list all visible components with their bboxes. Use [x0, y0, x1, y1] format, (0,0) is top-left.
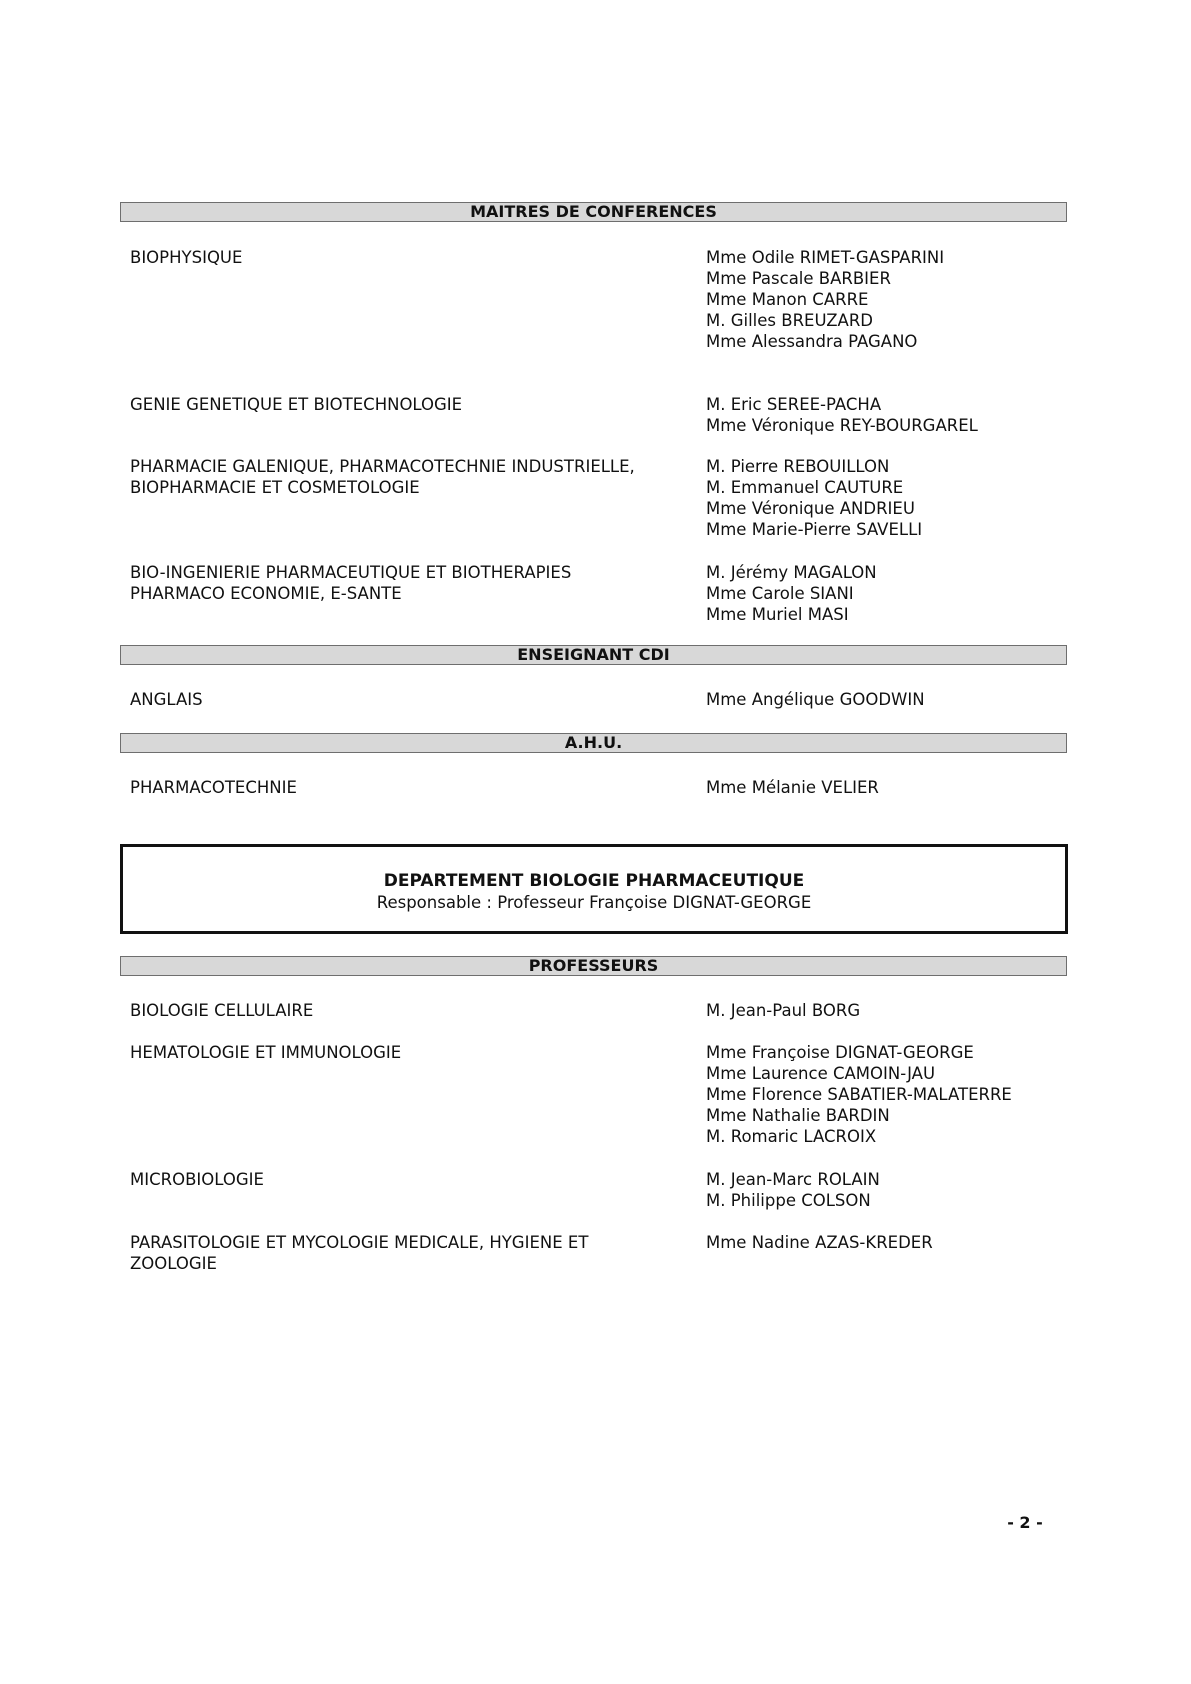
staff-name: Mme Odile RIMET-GASPARINI [706, 248, 945, 267]
page-number: - 2 - [1007, 1513, 1043, 1532]
department-title: DEPARTEMENT BIOLOGIE PHARMACEUTIQUE [383, 871, 805, 891]
subject-label [130, 1169, 690, 1190]
staff-names [706, 247, 1106, 352]
department-responsable: Responsable : Professeur Françoise DIGNAT-GEORGE [376, 893, 812, 912]
staff-name: M. Jean-Marc ROLAIN [706, 1170, 880, 1189]
staff-names [706, 777, 1106, 798]
staff-name: M. Emmanuel CAUTURE [706, 478, 904, 497]
subject-label [130, 247, 690, 268]
section-header-ahu: A.H.U. [120, 733, 1067, 753]
staff-name: M. Eric SEREE-PACHA [706, 395, 882, 414]
staff-name: M. Jérémy MAGALON [706, 563, 877, 582]
subject-label [130, 562, 690, 604]
staff-name: M. Jean-Paul BORG [706, 1001, 861, 1020]
subject-line: HEMATOLOGIE ET IMMUNOLOGIE [130, 1043, 402, 1062]
subject-line: MICROBIOLOGIE [130, 1170, 264, 1189]
staff-name: Mme Véronique ANDRIEU [706, 499, 915, 518]
staff-name: Mme Laurence CAMOIN-JAU [706, 1064, 936, 1083]
staff-names [706, 689, 1106, 710]
subject-line: GENIE GENETIQUE ET BIOTECHNOLOGIE [130, 395, 463, 414]
staff-name: Mme Alessandra PAGANO [706, 332, 918, 351]
subject-label [130, 777, 690, 798]
staff-name: Mme Nathalie BARDIN [706, 1106, 890, 1125]
subject-line: PARASITOLOGIE ET MYCOLOGIE MEDICALE, HYGIENE ET [130, 1233, 589, 1252]
subject-label [130, 394, 690, 415]
staff-name: M. Pierre REBOUILLON [706, 457, 890, 476]
staff-name: Mme Françoise DIGNAT-GEORGE [706, 1043, 974, 1062]
staff-name: Mme Carole SIANI [706, 584, 854, 603]
staff-name: Mme Muriel MASI [706, 605, 849, 624]
staff-name: M. Philippe COLSON [706, 1191, 871, 1210]
staff-names [706, 1000, 1106, 1021]
subject-line: BIO-INGENIERIE PHARMACEUTIQUE ET BIOTHERAPIES [130, 563, 572, 582]
staff-name: Mme Véronique REY-BOURGAREL [706, 416, 978, 435]
subject-line: ZOOLOGIE [130, 1254, 217, 1273]
staff-name: Mme Nadine AZAS-KREDER [706, 1233, 933, 1252]
staff-name: Mme Pascale BARBIER [706, 269, 891, 288]
staff-name: M. Romaric LACROIX [706, 1127, 877, 1146]
staff-names [706, 1232, 1106, 1253]
subject-label [130, 456, 690, 498]
section-header-professeurs: PROFESSEURS [120, 956, 1067, 976]
staff-name: Mme Angélique GOODWIN [706, 690, 925, 709]
subject-line: BIOPHARMACIE ET COSMETOLOGIE [130, 478, 420, 497]
subject-line: ANGLAIS [130, 690, 203, 709]
department-box [120, 844, 1068, 934]
staff-names [706, 456, 1106, 540]
subject-line: PHARMACIE GALENIQUE, PHARMACOTECHNIE INDUSTRIELLE, [130, 457, 635, 476]
subject-label [130, 689, 690, 710]
staff-names [706, 394, 1106, 436]
subject-line: BIOPHYSIQUE [130, 248, 243, 267]
staff-names [706, 1042, 1106, 1147]
subject-label [130, 1042, 690, 1063]
staff-names [706, 562, 1106, 625]
staff-names [706, 1169, 1106, 1211]
staff-name: M. Gilles BREUZARD [706, 311, 874, 330]
subject-line: PHARMACOTECHNIE [130, 778, 297, 797]
subject-line: BIOLOGIE CELLULAIRE [130, 1001, 314, 1020]
section-header-maitres: MAITRES DE CONFERENCES [120, 202, 1067, 222]
subject-label [130, 1000, 690, 1021]
section-header-enseignant: ENSEIGNANT CDI [120, 645, 1067, 665]
subject-label [130, 1232, 690, 1274]
staff-name: Mme Manon CARRE [706, 290, 869, 309]
subject-line: PHARMACO ECONOMIE, E-SANTE [130, 584, 402, 603]
staff-name: Mme Marie-Pierre SAVELLI [706, 520, 923, 539]
staff-name: Mme Mélanie VELIER [706, 778, 879, 797]
staff-name: Mme Florence SABATIER-MALATERRE [706, 1085, 1012, 1104]
